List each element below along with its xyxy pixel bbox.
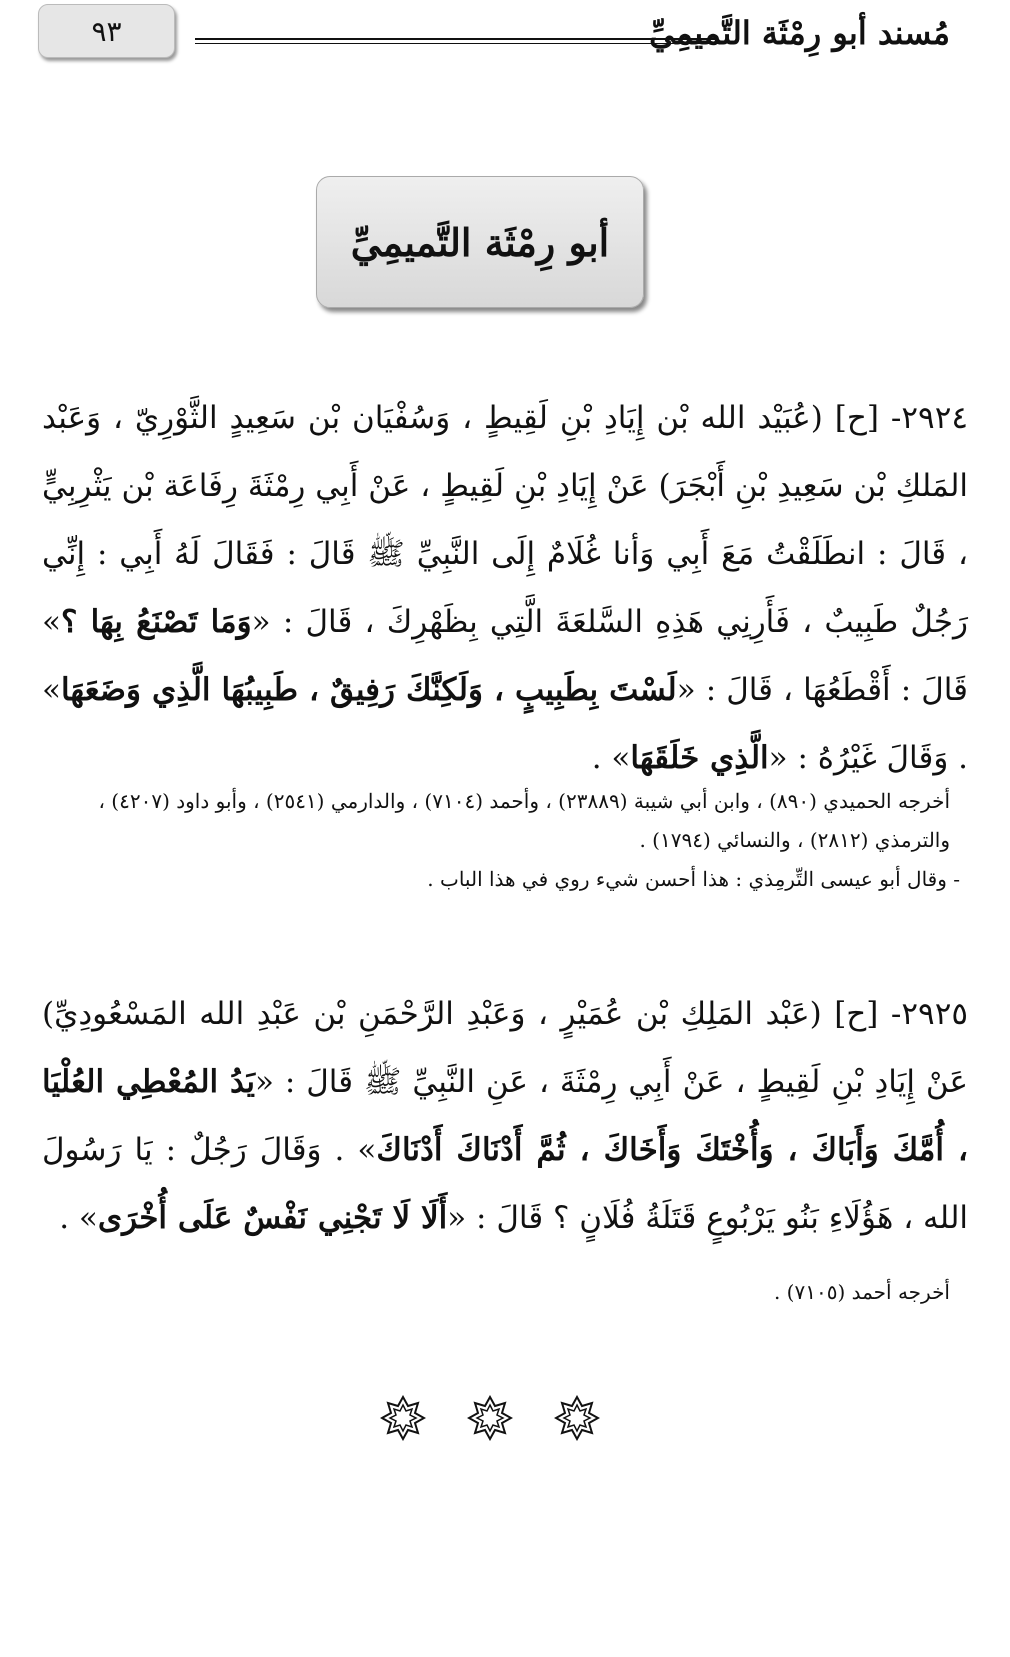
hadith-quote: أَلَا لَا تَجْنِي نَفْسٌ عَلَى أُخْرَى [97, 1200, 448, 1236]
star-ornament-icon [467, 1395, 513, 1441]
hadith-number: ٢٩٢٥- [890, 996, 968, 1032]
hadith-isnad: [ح] (عَبْد المَلِكِ بْن عُمَيْرٍ ، وَعَبْدِ الرَّحْمَنِ بْن عَبْدِ الله المَسْعُودِيِّ) عَنْ إِيَادِ بْنِ لَقِيطٍ ، عَنْ أَبِي رِمْثَةَ ، عَنِ النَّبِيِّ ﷺ قَالَ : « [42, 996, 968, 1100]
takhrij-2925 [45, 1273, 950, 1312]
takhrij-2924 [45, 782, 960, 899]
hadith-quote: وَمَا تَصْنَعُ بِهَا ؟ [60, 604, 252, 640]
takhrij-note: - وقال أبو عيسى التِّرمِذي : هذا أحسن شيء روي في هذا الباب . [427, 867, 960, 891]
running-header-title: مُسند أبو رِمْثَة التَّميمِيِّ [649, 14, 950, 52]
hadith-text: » . وَقَالَ غَيْرُهُ : « [42, 672, 968, 776]
hadith-quote: لَسْتَ بِطَبِيبٍ ، وَلَكِنَّكَ رَفِيقٌ ، طَبِيبُهَا الَّذِي وَضَعَهَا [60, 672, 677, 708]
section-title: أبو رِمْثَة التَّميمِيِّ [316, 176, 644, 308]
hadith-isnad: [ح] (عُبَيْد الله بْن إِيَادِ بْنِ لَقِيطٍ ، وَسُفْيَان بْن سَعِيدٍ الثَّوْرِيّ ، وَعَبْد المَلكِ بْن سَعِيدِ بْنِ أَبْجَرَ) عَنْ إِيَادِ بْنِ لَقِيطٍ ، عَنْ أَبِي رِمْثَةَ رِفَاعَة بْن يَثْرِبِيٍّ ، قَالَ : انطَلَقْتُ مَعَ أَبِي وَأنا غُلَامٌ إِلَى النَّبِيِّ ﷺ قَالَ : فَقَالَ لَهُ أَبِي : إِنِّي رَجُلٌ طَبِيبٌ ، فَأَرِنِي هَذِهِ السَّلعَةَ الَّتِي بِظَهْرِكَ ، قَالَ : « [42, 400, 969, 640]
hadith-quote: الَّذِي خَلَقَهَا [630, 740, 769, 776]
takhrij-sources: أخرجه الحميدي (٨٩٠) ، وابن أبي شيبة (٢٣٨٨٩) ، وأحمد (٧١٠٤) ، والدارمي (٢٥٤١) ، وأبو داود (٤٢٠٧) ، والترمذي (٢٨١٢) ، والنسائي (١٧٩٤) . [98, 789, 950, 852]
hadith-quote: يَدُ المُعْطِي العُلْيَا ، أُمَّكَ وَأَبَاكَ ، وَأُخْتَكَ وَأَخَاكَ ، ثُمَّ أَدْنَاكَ أَدْنَاكَ [42, 1064, 968, 1168]
hadith-text: » . [591, 740, 631, 776]
hadith-2924 [42, 384, 968, 792]
header-rule [195, 38, 715, 44]
hadith-number: ٢٩٢٤- [890, 400, 968, 436]
takhrij-sources: أخرجه أحمد (٧١٠٥) . [773, 1280, 950, 1304]
hadith-2925 [42, 980, 968, 1252]
hadith-text: » . وَقَالَ رَجُلٌ : يَا رَسُولَ الله ، هَؤُلَاءِ بَنُو يَرْبُوعٍ قَتَلَةُ فُلَانٍ ؟ قَالَ : « [42, 1132, 968, 1236]
page-number: ٩٣ [38, 4, 175, 58]
hadith-text: » . [59, 1200, 98, 1236]
star-ornament-icon [380, 1395, 426, 1441]
hadith-text: » قَالَ : أَقْطَعُهَا ، قَالَ : « [42, 604, 968, 708]
section-end-ornaments [380, 1395, 600, 1445]
star-ornament-icon [554, 1395, 600, 1441]
